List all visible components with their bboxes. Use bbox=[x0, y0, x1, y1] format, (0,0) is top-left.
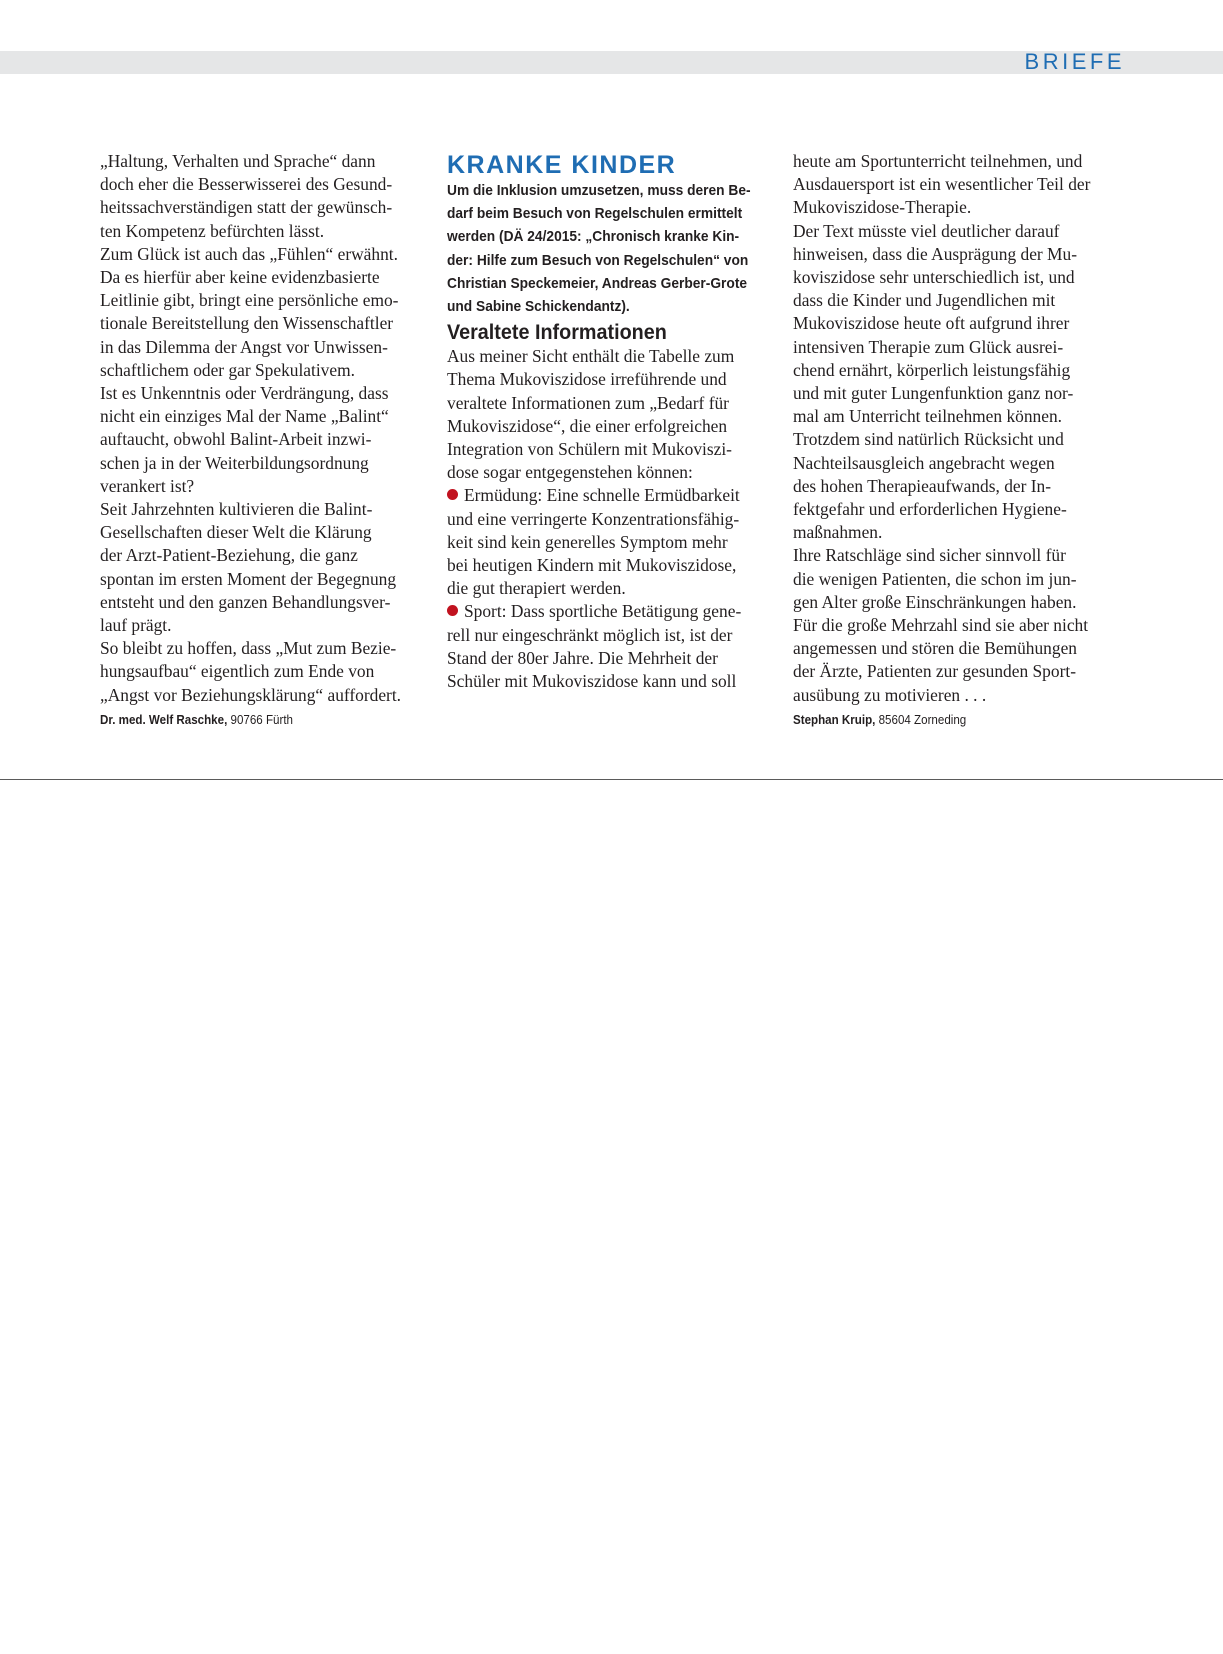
signature-name: Dr. med. Welf Raschke, bbox=[100, 712, 228, 727]
text-line: darf beim Besuch von Regelschulen ermittelt bbox=[447, 206, 743, 223]
text-line: ausübung zu motivieren . . . bbox=[793, 684, 987, 705]
text-line: verankert ist? bbox=[100, 475, 195, 496]
text-line: keit sind kein generelles Symptom mehr bbox=[447, 531, 728, 552]
text-line: heitssachverständigen statt der gewünsch- bbox=[100, 197, 393, 218]
text-line: hinweisen, dass die Ausprägung der Mu- bbox=[793, 243, 1077, 264]
text-line: Zum Glück ist auch das „Fühlen“ erwähnt. bbox=[100, 243, 398, 264]
text-line: Gesellschaften dieser Welt die Klärung bbox=[100, 522, 372, 543]
text-line: Seit Jahrzehnten kultivieren die Balint- bbox=[100, 499, 373, 520]
text-line: mal am Unterricht teilnehmen können. bbox=[793, 406, 1062, 427]
text-line: „Haltung, Verhalten und Sprache“ dann bbox=[100, 151, 376, 171]
text-line: tionale Bereitstellung den Wissenschaftler bbox=[100, 313, 394, 334]
text-line: maßnahmen. bbox=[793, 522, 883, 543]
letter-column-2 bbox=[447, 150, 769, 693]
bullet-text: Ermüdung: Eine schnelle Ermüdbarkeit bbox=[464, 485, 740, 506]
text-line: Stand der 80er Jahre. Die Mehrheit der bbox=[447, 647, 718, 668]
text-line: Trotzdem sind natürlich Rücksicht und bbox=[793, 429, 1064, 450]
text-line: der: Hilfe zum Besuch von Regelschulen“ von bbox=[447, 252, 749, 269]
text-line: schaftlichem oder gar Spekulativem. bbox=[100, 359, 355, 380]
text-line: spontan im ersten Moment der Begegnung bbox=[100, 568, 397, 589]
text-line: Christian Speckemeier, Andreas Gerber-Grote bbox=[447, 275, 748, 292]
bullet-item-sport bbox=[447, 600, 769, 693]
text-line: schen ja in der Weiterbildungsordnung bbox=[100, 452, 369, 473]
bullet-item-fatigue bbox=[447, 484, 769, 600]
signature bbox=[793, 710, 1097, 730]
text-line: und Sabine Schickendantz). bbox=[447, 299, 630, 316]
signature-place: 90766 Fürth bbox=[230, 712, 293, 727]
text-line: lauf prägt. bbox=[100, 615, 172, 636]
bullet-icon bbox=[447, 489, 458, 500]
text-line: rell nur eingeschränkt möglich ist, ist der bbox=[447, 624, 733, 645]
text-line: der Ärzte, Patienten zur gesunden Sport- bbox=[793, 661, 1076, 682]
letter-column-1 bbox=[100, 150, 430, 730]
text-line: Thema Mukoviszidose irreführende und bbox=[447, 369, 727, 390]
text-line: doch eher die Besserwisserei des Gesund- bbox=[100, 174, 393, 195]
letter-body bbox=[100, 150, 430, 707]
text-line: koviszidose sehr unterschiedlich ist, und bbox=[793, 267, 1075, 288]
text-line: die gut therapiert werden. bbox=[447, 578, 626, 599]
text-line: dose sogar entgegenstehen können: bbox=[447, 462, 693, 483]
signature-name: Stephan Kruip, bbox=[793, 712, 876, 727]
text-line: intensiven Therapie zum Glück ausrei- bbox=[793, 336, 1064, 357]
bullet-icon bbox=[447, 605, 458, 616]
text-line: Ausdauersport ist ein wesentlicher Teil der bbox=[793, 174, 1091, 195]
letter-intro bbox=[447, 345, 769, 484]
text-line: Nachteilsausgleich angebracht wegen bbox=[793, 452, 1055, 473]
text-line: Aus meiner Sicht enthält die Tabelle zum bbox=[447, 346, 735, 367]
text-line: So bleibt zu hoffen, dass „Mut zum Bezie- bbox=[100, 638, 397, 659]
text-line: Der Text müsste viel deutlicher darauf bbox=[793, 220, 1060, 241]
text-line: heute am Sportunterricht teilnehmen, und bbox=[793, 151, 1083, 171]
text-line: in das Dilemma der Angst vor Unwissen- bbox=[100, 336, 388, 357]
text-line: des hohen Therapieaufwands, der In- bbox=[793, 475, 1052, 496]
text-line: der Arzt-Patient-Beziehung, die ganz bbox=[100, 545, 358, 566]
text-line: gen Alter große Einschränkungen haben. bbox=[793, 591, 1077, 612]
letter-column-3 bbox=[793, 150, 1123, 730]
signature bbox=[100, 710, 404, 730]
text-line: entsteht und den ganzen Behandlungsver- bbox=[100, 591, 391, 612]
text-line: Für die große Mehrzahl sind sie aber nicht bbox=[793, 615, 1089, 636]
text-line: auftaucht, obwohl Balint-Arbeit inzwi- bbox=[100, 429, 372, 450]
text-line: Da es hierfür aber keine evidenzbasierte bbox=[100, 267, 380, 288]
text-line: nicht ein einziges Mal der Name „Balint“ bbox=[100, 406, 389, 427]
article-teaser bbox=[447, 180, 763, 319]
page-divider bbox=[0, 779, 1223, 780]
text-line bbox=[447, 484, 769, 507]
text-line: und eine verringerte Konzentrationsfähig- bbox=[447, 508, 740, 529]
letter-body-continued bbox=[793, 150, 1123, 707]
text-line: dass die Kinder und Jugendlichen mit bbox=[793, 290, 1056, 311]
text-line: chend ernährt, körperlich leistungsfähig bbox=[793, 359, 1071, 380]
letter-headline: Veraltete Informationen bbox=[447, 320, 667, 345]
text-line: angemessen und stören die Bemühungen bbox=[793, 638, 1077, 659]
text-line: Ist es Unkenntnis oder Verdrängung, dass bbox=[100, 383, 389, 404]
text-line: Leitlinie gibt, bringt eine persönliche emo- bbox=[100, 290, 399, 311]
text-line: bei heutigen Kindern mit Mukoviszidose, bbox=[447, 555, 737, 576]
section-label: BRIEFE bbox=[1024, 49, 1125, 74]
text-line: Schüler mit Mukoviszidose kann und soll bbox=[447, 671, 737, 692]
text-line: fektgefahr und erforderlichen Hygiene- bbox=[793, 499, 1067, 520]
text-line: „Angst vor Beziehungsklärung“ auffordert. bbox=[100, 684, 402, 705]
text-line: Integration von Schülern mit Mukoviszi- bbox=[447, 439, 732, 460]
text-line: Mukoviszidose“, die einer erfolgreichen bbox=[447, 415, 728, 436]
text-line: Ihre Ratschläge sind sicher sinnvoll für bbox=[793, 545, 1066, 566]
text-line: ten Kompetenz befürchten lässt. bbox=[100, 220, 325, 241]
text-line: werden (DÄ 24/2015: „Chronisch kranke Kin- bbox=[447, 229, 740, 246]
text-line: die wenigen Patienten, die schon im jun- bbox=[793, 568, 1077, 589]
text-line: Mukoviszidose-Therapie. bbox=[793, 197, 972, 218]
section-kicker: KRANKE KINDER bbox=[447, 151, 677, 179]
text-line: Mukoviszidose heute oft aufgrund ihrer bbox=[793, 313, 1070, 334]
text-line bbox=[447, 600, 769, 623]
bullet-text: Sport: Dass sportliche Betätigung gene- bbox=[464, 601, 742, 622]
signature-place: 85604 Zorneding bbox=[878, 712, 967, 727]
text-line: hungsaufbau“ eigentlich zum Ende von bbox=[100, 661, 375, 682]
text-line: Um die Inklusion umzusetzen, muss deren Be- bbox=[447, 183, 751, 199]
text-line: und mit guter Lungenfunktion ganz nor- bbox=[793, 383, 1074, 404]
text-line: veraltete Informationen zum „Bedarf für bbox=[447, 392, 729, 413]
